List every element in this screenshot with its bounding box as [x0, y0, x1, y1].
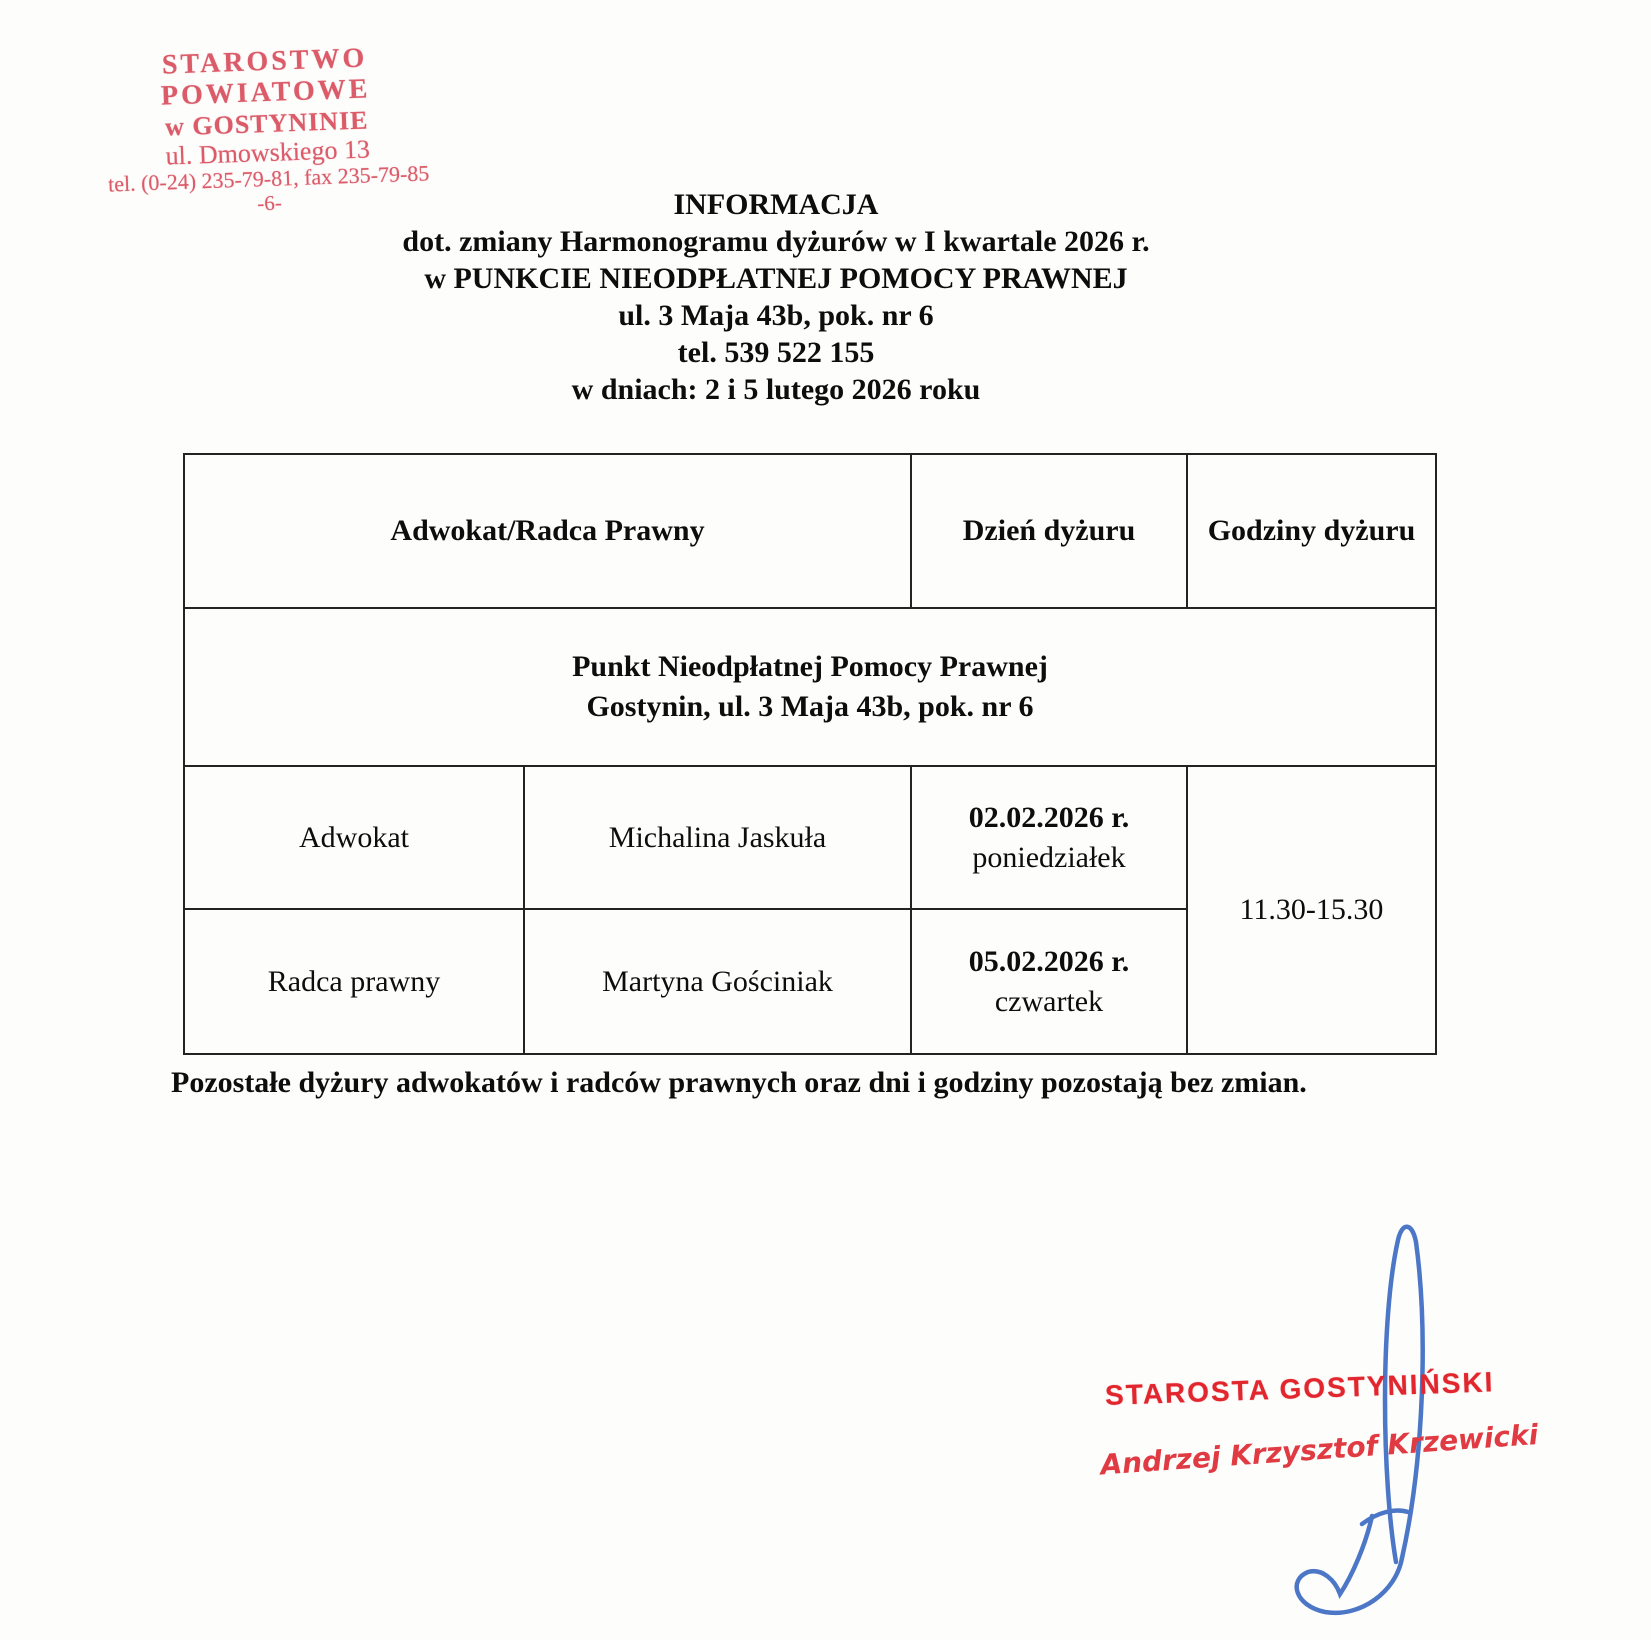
cell-day: czwartek [994, 984, 1104, 1018]
heading-title: INFORMACJA [673, 188, 879, 221]
office-stamp-line: STAROSTWO POWIATOWE [160, 42, 371, 113]
cell-name: Michalina Jaskuła [524, 766, 911, 909]
office-stamp-line: -6- [256, 190, 283, 215]
column-header-hours: Godziny dyżuru [1187, 454, 1436, 608]
cell-role: Radca prawny [184, 909, 524, 1054]
section-line: Punkt Nieodpłatnej Pomocy Prawnej [572, 650, 1048, 683]
heading-phone: tel. 539 522 155 [677, 336, 875, 369]
column-header-day: Dzień dyżuru [911, 454, 1187, 608]
table-row [184, 766, 1436, 909]
cell-date: 05.02.2026 r. [968, 944, 1130, 978]
heading-dates: w dniach: 2 i 5 lutego 2026 roku [571, 373, 981, 406]
section-line: Gostynin, ul. 3 Maja 43b, pok. nr 6 [586, 690, 1034, 723]
cell-hours: 11.30-15.30 [1187, 766, 1436, 1054]
signature-tail [1297, 1516, 1402, 1613]
cell-day: poniedziałek [972, 840, 1126, 874]
table-header-row [184, 454, 1436, 608]
office-stamp-line: ul. Dmowskiego 13 [165, 134, 371, 171]
heading-subtitle: dot. zmiany Harmonogramu dyżurów w I kwartale 2026 r. [402, 225, 1150, 258]
cell-name: Martyna Gościniak [524, 909, 911, 1054]
closing-note: Pozostałe dyżury adwokatów i radców prawnych oraz dni i godziny pozostają bez zmian. [171, 1066, 1307, 1099]
cell-date-day [911, 909, 1187, 1054]
section-cell [184, 608, 1436, 766]
heading-address: ul. 3 Maja 43b, pok. nr 6 [618, 299, 934, 332]
cell-date-day [911, 766, 1187, 909]
starosta-stamp: STAROSTA GOSTYNIŃSKI [1104, 1366, 1495, 1411]
column-header-lawyer: Adwokat/Radca Prawny [184, 454, 911, 608]
table-section-row [184, 608, 1436, 766]
starosta-name-stamp: Andrzej Krzysztof Krzewicki [1099, 1417, 1540, 1482]
office-stamp-line: w GOSTYNINIE [164, 105, 369, 142]
heading-subtitle: w PUNKCIE NIEODPŁATNEJ POMOCY PRAWNEJ [424, 262, 1128, 295]
office-stamp-line: tel. (0-24) 235-79-81, fax 235-79-85 [107, 160, 430, 197]
document-heading [150, 186, 1402, 408]
signature-flourish [1362, 1511, 1408, 1525]
cell-role: Adwokat [184, 766, 524, 909]
cell-date: 02.02.2026 r. [968, 800, 1130, 834]
duty-schedule-table [183, 453, 1437, 1055]
